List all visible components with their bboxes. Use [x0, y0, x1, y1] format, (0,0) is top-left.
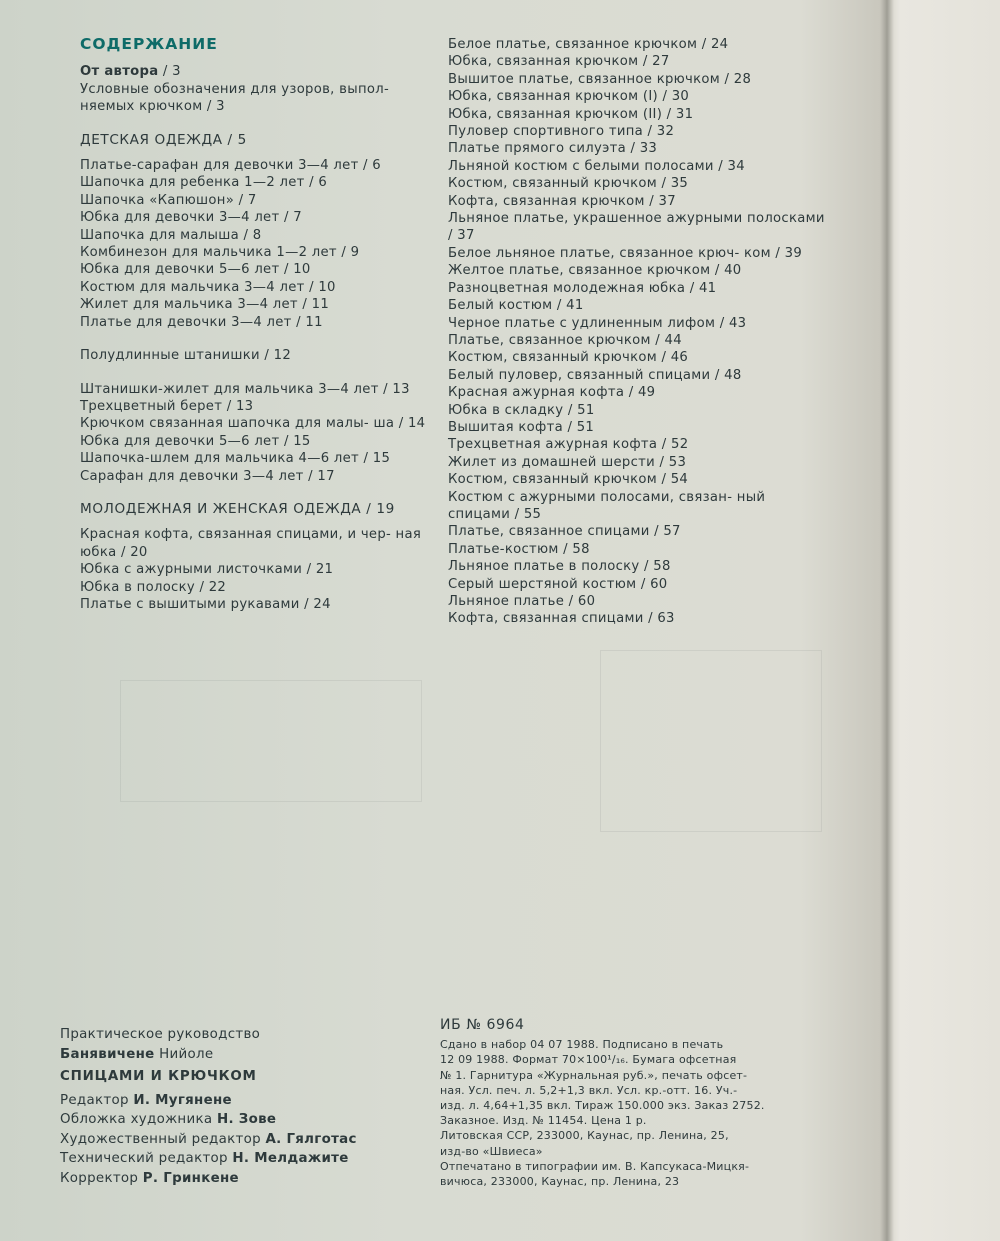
imprint-detail-line: изд. л. 4,64+1,35 вкл. Тираж 150.000 экз. Заказ 2752.	[440, 1099, 765, 1113]
toc-entry-separator: /	[657, 89, 672, 105]
toc-entry-separator: /	[239, 227, 253, 243]
toc-entry-separator: /	[279, 210, 294, 226]
toc-entry-separator: /	[563, 402, 578, 418]
toc-entry-page: 28	[733, 71, 752, 87]
toc-entry-page: 49	[637, 385, 656, 401]
toc-entry	[80, 398, 440, 415]
toc-entry-title: Условные обозначения для узоров, выпол- няемых крючком	[80, 81, 390, 115]
toc-entry-title: Платье, связанное крючком	[448, 332, 651, 348]
imprint-detail-line: ная. Усл. печ. л. 5,2+1,3 вкл. Усл. кр.-отт. 16. Уч.-	[440, 1083, 738, 1097]
toc-entry-title: Белый пуловер, связанный спицами	[448, 367, 711, 383]
toc-entry-separator: /	[770, 245, 785, 261]
credit-name: Р. Гринкене	[142, 1170, 239, 1186]
toc-entry	[448, 419, 828, 436]
toc-entry-title: Юбка в складку	[448, 402, 564, 418]
toc-entry-separator: /	[625, 141, 640, 157]
toc-entry	[448, 541, 828, 558]
toc-entry	[80, 415, 440, 432]
toc-entry	[448, 436, 828, 453]
credit-name: Н. Зове	[216, 1112, 277, 1127]
toc-entry	[80, 279, 440, 296]
credit-role: Обложка художника	[60, 1112, 213, 1127]
toc-entry-page: 6	[372, 158, 381, 174]
toc-entry-title-bold: От автора	[80, 64, 159, 80]
toc-entry-separator: /	[643, 124, 657, 140]
toc-section-name: МОЛОДЕЖНАЯ И ЖЕНСКАЯ ОДЕЖДА	[80, 500, 362, 517]
toc-entry-page: 52	[671, 437, 689, 453]
toc-entry-page: 58	[653, 559, 671, 575]
toc-entry-separator: /	[649, 524, 664, 540]
toc-entry	[448, 280, 828, 297]
toc-entry-separator: /	[656, 472, 671, 488]
toc-entry-title: Полудлинные штанишки	[80, 348, 260, 364]
toc-entry-title: Белый костюм	[448, 298, 553, 314]
imprint-author	[60, 1045, 440, 1065]
toc-entry-page: 48	[724, 367, 742, 383]
toc-intro	[80, 63, 440, 115]
toc-entry-page: 60	[650, 576, 668, 592]
toc-entry-title: Платье-сарафан для девочки 3—4 лет	[80, 158, 359, 174]
toc-entry-page: 37	[658, 193, 676, 209]
toc-entry-separator: /	[358, 158, 373, 174]
toc-entry	[80, 157, 440, 174]
credit-line	[60, 1110, 440, 1130]
toc-entry	[448, 349, 828, 366]
credits-list	[60, 1091, 440, 1189]
toc-entry	[448, 610, 828, 627]
toc-entry	[448, 262, 828, 279]
toc-entry-title: Шапочка «Капюшон»	[80, 192, 235, 208]
toc-entry-page: 6	[318, 175, 328, 191]
toc-entry-separator: /	[291, 314, 306, 330]
toc-entry-page: 40	[724, 263, 742, 279]
toc-entry-title: Штанишки-жилет для мальчика 3—4 лет	[80, 381, 379, 397]
toc-entry	[448, 315, 828, 332]
toc-entry	[448, 332, 828, 349]
toc-entry-separator: /	[656, 350, 671, 366]
toc-entry	[448, 593, 828, 610]
imprint-detail-line: 12 09 1988. Формат 70×100¹/₁₆. Бумага офсетная	[440, 1053, 737, 1067]
show-through-trace	[120, 680, 422, 802]
author-name: Нийоле	[159, 1046, 214, 1062]
toc-entry-separator: /	[558, 541, 573, 557]
toc-entry-separator: /	[394, 416, 408, 432]
toc-entry-separator: /	[564, 594, 578, 609]
toc-entry-separator: /	[638, 54, 653, 70]
toc-entry-page: 22	[208, 579, 227, 595]
toc-entry-separator: /	[158, 64, 173, 80]
toc-entry	[448, 88, 828, 105]
credit-line	[60, 1130, 440, 1150]
toc-entry	[448, 576, 828, 593]
toc-left-column	[80, 36, 440, 629]
toc-entry-page: 20	[130, 544, 148, 560]
credit-role: Художественный редактор	[60, 1131, 261, 1147]
credit-role: Редактор	[60, 1092, 129, 1108]
toc-entry	[448, 123, 828, 140]
toc-entry-page: 14	[407, 416, 426, 432]
toc-entry	[448, 140, 828, 157]
toc-entry-page: 51	[577, 402, 595, 418]
toc-entry-separator: /	[710, 367, 725, 383]
toc-entry	[80, 296, 440, 313]
toc-entry-page: 41	[566, 298, 584, 314]
toc-entry-title: Льняной костюм с белыми полосами	[448, 158, 714, 174]
toc-entry-separator: /	[655, 454, 669, 470]
toc-entry-title: Красная кофта, связанная спицами, и чер- ная юбка	[80, 527, 422, 560]
toc-entry	[448, 158, 828, 175]
toc-entry-separator: /	[299, 596, 314, 612]
toc-entry-page: 7	[293, 210, 302, 226]
toc-entry-title: Платье для девочки 3—4 лет	[80, 314, 292, 330]
toc-entry	[448, 367, 828, 384]
toc-section-page: 5	[237, 131, 247, 148]
toc-entry-page: 21	[315, 562, 334, 578]
toc-entry-title: Платье-костюм	[448, 541, 559, 557]
toc-entry	[448, 297, 828, 314]
toc-entry-page: 46	[670, 350, 689, 366]
toc-entry	[80, 209, 440, 226]
toc-entry-page: 34	[727, 158, 745, 174]
toc-entry	[448, 402, 828, 419]
toc-entry-page: 9	[350, 245, 360, 261]
toc-entry	[448, 558, 828, 575]
toc-entry	[80, 433, 440, 450]
toc-entry-separator: /	[636, 576, 651, 592]
toc-entry-separator: /	[194, 579, 209, 595]
toc-entry-title: Костюм с ажурными полосами, связан- ный спицами	[448, 489, 766, 522]
toc-entry-page: 11	[305, 314, 323, 330]
toc-entry	[80, 450, 440, 467]
toc-entry-separator: /	[234, 192, 248, 208]
toc-entry-title: Юбка, связанная крючком	[448, 54, 639, 70]
imprint-genre: Практическое руководство	[60, 1027, 261, 1042]
toc-entry-separator: /	[279, 433, 294, 449]
toc-section-name: ДЕТСКАЯ ОДЕЖДА	[80, 131, 223, 148]
toc-entry-separator: /	[510, 506, 524, 522]
toc-entry-title: Кофта, связанная крючком	[448, 193, 645, 209]
credit-role: Технический редактор	[60, 1151, 228, 1166]
toc-entry	[80, 244, 440, 261]
toc-entry-page: 3	[216, 99, 225, 115]
imprint-detail-line: Отпечатано в типографии им. В. Капсукаса-Мицкя-	[440, 1159, 750, 1173]
toc-entry	[448, 193, 828, 210]
toc-entry-separator: /	[336, 245, 351, 261]
imprint-detail-line: Литовская ССР, 233000, Каунас, пр. Ленина, 25,	[440, 1129, 729, 1143]
toc-entry-page: 17	[317, 468, 335, 484]
imprint-detail-line: Заказное. Изд. № 11454. Цена 1 р.	[440, 1114, 647, 1128]
toc-entry-page: 57	[663, 524, 681, 540]
toc-group	[80, 157, 440, 331]
toc-entry-title: Костюм для мальчика 3—4 лет	[80, 279, 305, 295]
toc-entry	[448, 471, 828, 488]
toc-entry-title: Трехцветный берет	[80, 398, 223, 414]
imprint-details	[440, 1037, 840, 1189]
toc-entry-page: 15	[372, 451, 391, 467]
credit-line	[60, 1149, 440, 1169]
toc-entry-title: Разноцветная молодежная юбка	[448, 280, 686, 296]
toc-entry-page: 24	[710, 37, 729, 52]
toc-entry-separator: /	[297, 297, 312, 313]
toc-entry-page: 53	[668, 454, 687, 470]
toc-entry-page: 37	[457, 228, 475, 244]
credit-name: И. Мугянене	[133, 1092, 232, 1108]
toc-entry-title: Платье, связанное спицами	[448, 524, 650, 540]
toc-entry-title: Крючком связанная шапочка для малы- ша	[80, 416, 395, 432]
toc-entry-title: Юбка, связанная крючком (I)	[448, 89, 658, 105]
toc-right-list	[448, 36, 828, 628]
toc-entry-page: 13	[235, 398, 254, 414]
imprint-left	[60, 1025, 440, 1188]
toc-entry-separator: /	[359, 451, 373, 467]
toc-entry-separator: /	[222, 131, 238, 148]
toc-entry-separator: /	[448, 228, 458, 244]
toc-section-page: 19	[376, 500, 395, 517]
toc-entry	[80, 579, 440, 596]
toc-entry-page: 13	[392, 381, 410, 397]
toc-entry	[80, 347, 440, 364]
toc-entry	[80, 596, 440, 613]
toc-entry-page: 33	[639, 141, 658, 157]
toc-entry-separator: /	[662, 106, 676, 122]
toc-entry-title: Льняное платье	[448, 594, 565, 609]
toc-entry	[448, 210, 828, 245]
toc-entry-page: 35	[670, 176, 689, 192]
toc-entry-separator: /	[650, 332, 665, 348]
toc-entry-separator: /	[713, 158, 728, 174]
toc-entry-page: 51	[576, 419, 595, 435]
toc-entry-title: Юбка с ажурными листочками	[80, 562, 303, 578]
toc-entry-title: Костюм, связанный крючком	[448, 350, 657, 366]
toc-entry-separator: /	[656, 176, 671, 192]
toc-entry-separator: /	[710, 263, 725, 279]
toc-entry-title: Шапочка-шлем для мальчика 4—6 лет	[80, 451, 360, 467]
toc-entry-title: Льняное платье в полоску	[448, 559, 640, 575]
toc-entry-page: 10	[318, 279, 336, 295]
toc-entry-title: Юбка, связанная крючком (II)	[448, 106, 663, 122]
toc-entry-separator: /	[279, 262, 294, 278]
toc-entry-separator: /	[222, 398, 236, 414]
ib-number: ИБ № 6964	[440, 1017, 525, 1033]
toc-entry	[80, 227, 440, 244]
book-spine-shadow	[880, 0, 894, 1241]
toc-entry-page: 44	[664, 332, 682, 348]
toc-group	[80, 526, 440, 613]
toc-entry	[80, 561, 440, 578]
toc-entry-page: 3	[172, 64, 181, 80]
toc-entry	[448, 454, 828, 471]
toc-entry-page: 27	[652, 54, 670, 70]
toc-entry-title: Шапочка для малыша	[80, 227, 239, 243]
toc-entry-page: 11	[311, 297, 330, 313]
imprint-detail-line: Сдано в набор 04 07 1988. Подписано в печать	[440, 1038, 724, 1052]
toc-entry	[80, 174, 440, 191]
imprint-detail-line: № 1. Гарнитура «Журнальная руб.», печать офсет-	[440, 1068, 748, 1082]
toc-entry-page: 41	[698, 280, 717, 296]
toc-entry	[80, 468, 440, 485]
toc-entry-title: Юбка для девочки 3—4 лет	[80, 210, 280, 226]
imprint-detail-line: вичюса, 233000, Каунас, пр. Ленина, 23	[440, 1175, 680, 1189]
toc-entry-page: 8	[252, 227, 262, 243]
toc-section-title	[80, 501, 440, 518]
toc-entry-title: Платье прямого силуэта	[448, 141, 626, 157]
credit-role: Корректор	[60, 1170, 139, 1186]
toc-group	[80, 381, 440, 485]
toc-entry-title: Жилет для мальчика 3—4 лет	[80, 297, 298, 313]
toc-entry-title: Юбка в полоску	[80, 579, 195, 595]
imprint-right	[440, 1018, 840, 1189]
toc-entry-separator: /	[643, 611, 658, 627]
toc-entry-page: 24	[313, 596, 331, 612]
toc-entry	[80, 381, 440, 398]
toc-entry-separator: /	[657, 437, 671, 453]
toc-entry-separator: /	[361, 500, 377, 517]
toc-group	[80, 347, 440, 364]
toc-entry-title: Вышитое платье, связанное крючком	[448, 71, 721, 87]
toc-entry-page: 31	[675, 106, 694, 122]
toc-entry	[448, 36, 828, 53]
toc-entry	[80, 63, 440, 80]
toc-entry-page: 39	[784, 245, 803, 261]
toc-right-column	[448, 36, 828, 628]
toc-entry-title: Кофта, связанная спицами	[448, 611, 644, 627]
toc-entry-title: Красная ажурная кофта	[448, 385, 625, 401]
toc-entry	[80, 314, 440, 331]
toc-entry	[448, 53, 828, 70]
toc-entry	[80, 81, 440, 116]
toc-entry-page: 32	[656, 124, 675, 140]
toc-entry-separator: /	[685, 280, 699, 296]
toc-entry-title: Костюм, связанный крючком	[448, 176, 657, 192]
toc-entry-title: Жилет из домашней шерсти	[448, 454, 656, 470]
toc-section-title	[80, 132, 440, 149]
toc-entry-separator: /	[202, 99, 217, 115]
credit-line	[60, 1169, 440, 1189]
toc-entry-title: Белое платье, связанное крючком	[448, 37, 698, 52]
toc-entry-title: Черное платье с удлиненным лифом	[448, 315, 716, 331]
toc-entry-page: 15	[293, 433, 311, 449]
toc-entry	[448, 245, 828, 262]
toc-heading: СОДЕРЖАНИЕ	[80, 35, 218, 53]
toc-entry-page: 12	[273, 348, 292, 364]
toc-entry-title: Платье с вышитыми рукавами	[80, 596, 300, 612]
toc-entry-separator: /	[644, 193, 659, 209]
toc-entry	[80, 261, 440, 278]
toc-entry-title: Комбинезон для мальчика 1—2 лет	[80, 245, 337, 261]
toc-entry-page: 30	[671, 89, 690, 105]
toc-entry-page: 60	[577, 594, 596, 609]
toc-entry-title: Вышитая кофта	[448, 419, 563, 435]
toc-entry-title: Юбка для девочки 5—6 лет	[80, 433, 280, 449]
toc-entry-separator: /	[378, 381, 393, 397]
toc-entry-title: Белое льняное платье, связанное крюч- ком	[448, 245, 771, 261]
toc-entry-page: 58	[572, 541, 590, 557]
toc-sections	[80, 132, 440, 614]
toc-entry-separator: /	[562, 419, 577, 435]
toc-entry-separator: /	[259, 348, 274, 364]
toc-entry	[80, 526, 440, 561]
toc-entry	[80, 192, 440, 209]
toc-entry-page: 54	[670, 472, 689, 488]
toc-entry-page: 7	[247, 192, 257, 208]
toc-entry-page: 43	[728, 315, 747, 331]
toc-entry-separator: /	[304, 175, 319, 191]
toc-entry	[448, 71, 828, 88]
credit-line	[60, 1091, 440, 1111]
toc-entry-title: Желтое платье, связанное крючком	[448, 263, 711, 279]
toc-entry-separator: /	[697, 37, 711, 52]
toc-entry-title: Трехцветная ажурная кофта	[448, 437, 658, 453]
toc-entry	[448, 489, 828, 524]
book-title: СПИЦАМИ И КРЮЧКОМ	[60, 1069, 257, 1084]
toc-entry-separator: /	[715, 315, 729, 331]
toc-entry-separator: /	[116, 544, 131, 560]
toc-entry-separator: /	[720, 71, 734, 87]
toc-entry-page: 55	[523, 506, 542, 522]
toc-entry-page: 63	[657, 611, 675, 627]
show-through-trace	[600, 650, 822, 832]
toc-entry-page: 10	[293, 262, 311, 278]
credit-name: Н. Мелдажите	[232, 1151, 349, 1166]
toc-entry-title: Юбка для девочки 5—6 лет	[80, 262, 280, 278]
author-surname: Банявичене	[60, 1046, 155, 1062]
toc-entry	[448, 175, 828, 192]
toc-entry-separator: /	[624, 385, 638, 401]
toc-entry-separator: /	[302, 562, 316, 578]
toc-entry-title: Пуловер спортивного типа	[448, 124, 644, 140]
toc-entry-separator: /	[304, 279, 319, 295]
toc-entry-title: Шапочка для ребенка 1—2 лет	[80, 175, 305, 191]
imprint-detail-line: изд-во «Швиеса»	[440, 1144, 543, 1158]
toc-entry	[448, 106, 828, 123]
toc-entry-title: Костюм, связанный крючком	[448, 472, 657, 488]
toc-entry-separator: /	[552, 298, 567, 314]
toc-entry	[448, 523, 828, 540]
toc-entry-title: Льняное платье, украшенное ажурными полосками	[448, 211, 825, 227]
credit-name: А. Гялготас	[265, 1131, 357, 1147]
toc-entry-separator: /	[639, 559, 654, 575]
toc-entry-title: Серый шерстяной костюм	[448, 576, 637, 592]
toc-entry-separator: /	[303, 468, 318, 484]
toc-entry-title: Сарафан для девочки 3—4 лет	[80, 468, 304, 484]
toc-entry	[448, 384, 828, 401]
